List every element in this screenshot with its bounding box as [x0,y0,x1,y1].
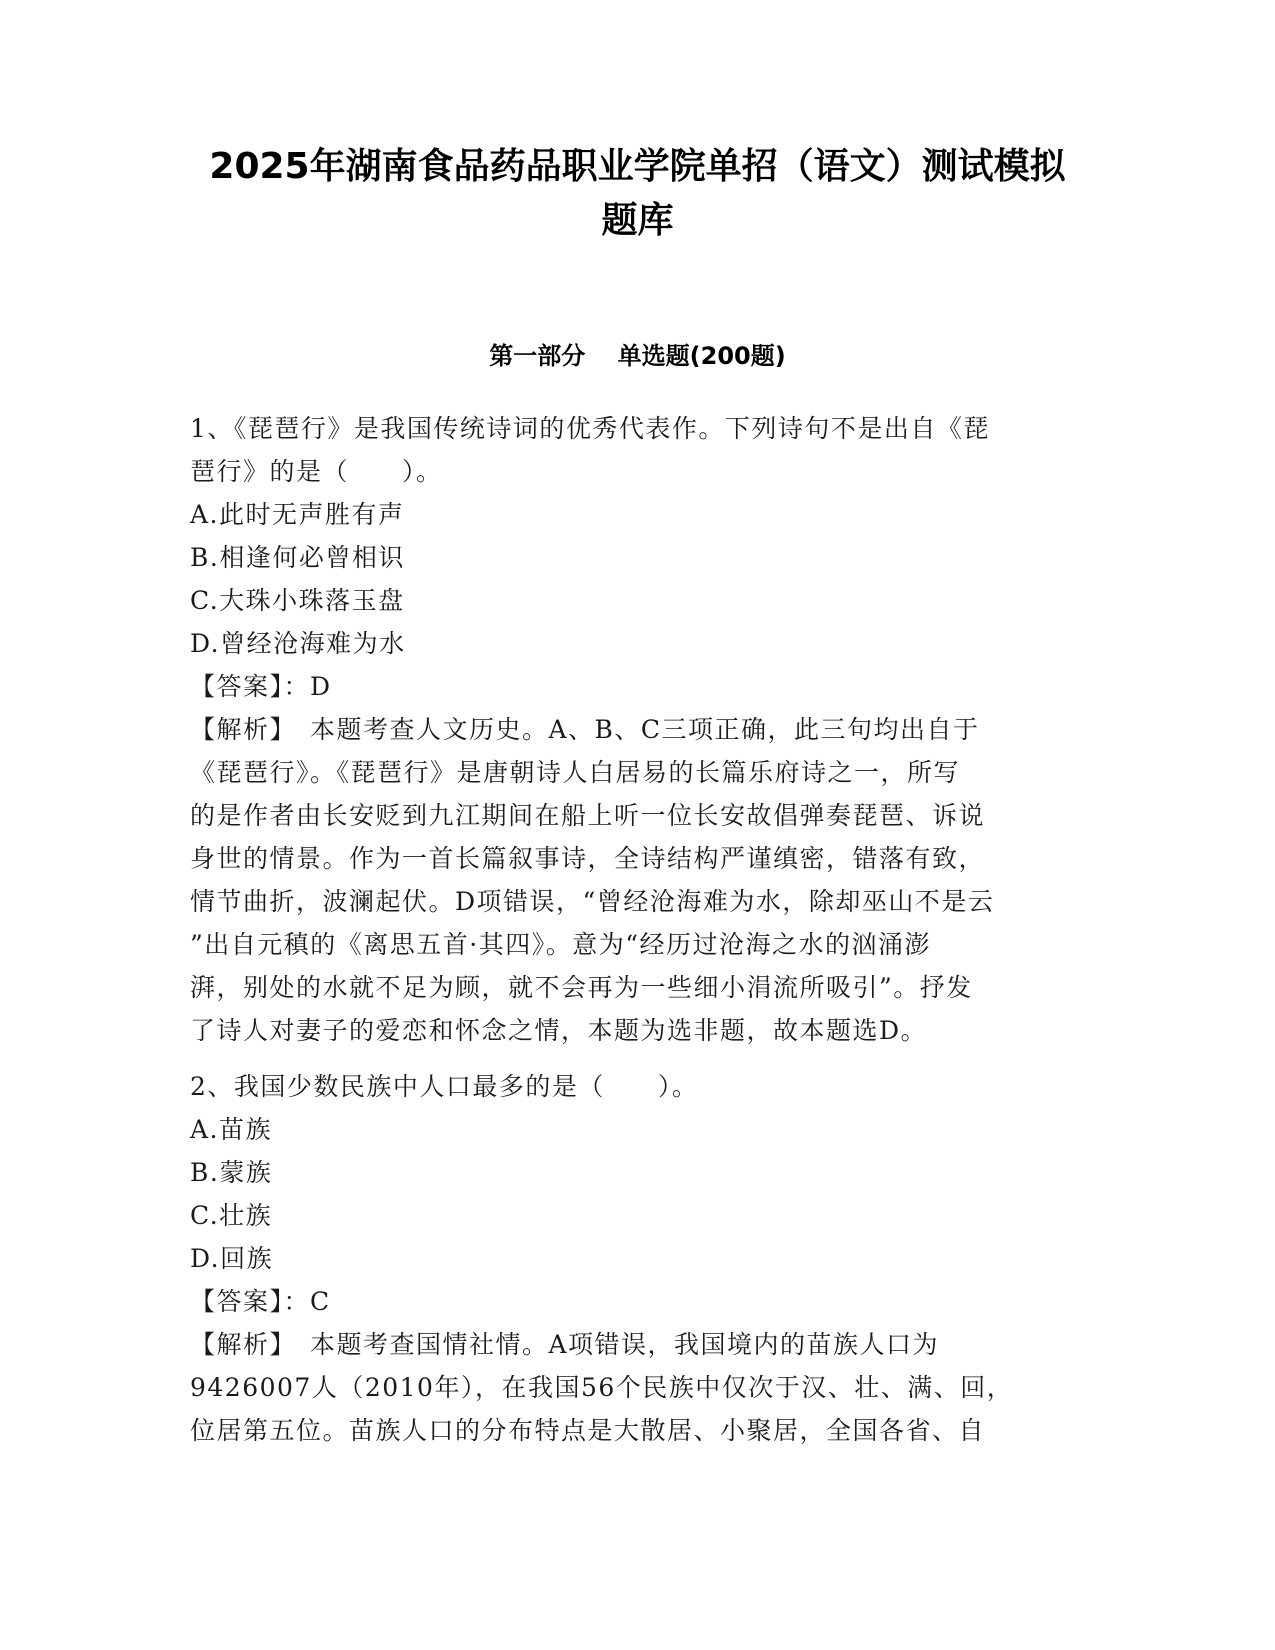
option-d: D.曾经沧海难为水 [190,629,406,658]
option-d: D.回族 [190,1244,274,1273]
option-a: A.此时无声胜有声 [190,500,405,529]
question-1 [190,407,1082,1052]
answer: 【答案】：C [190,1287,331,1316]
analysis-line: 的是作者由长安贬到九江期间在船上听一位长安故倡弹奏琵琶、诉说 [190,801,986,830]
analysis-line: 【解析】 本题考查国情社情。A项错误，我国境内的苗族人口为 [190,1330,940,1359]
question-list [190,407,1082,1465]
analysis-line: 位居第五位。苗族人口的分布特点是大散居、小聚居，全国各省、自 [190,1416,986,1445]
option-b: B.相逢何必曾相识 [190,543,405,572]
option-c: C.壮族 [190,1201,273,1230]
option-b: B.蒙族 [190,1158,273,1187]
answer: 【答案】：D [190,672,332,701]
option-c: C.大珠小珠落玉盘 [190,586,405,615]
analysis-line: 湃，别处的水就不足为顾，就不会再为一些细小涓流所吸引”。抒发 [190,973,973,1002]
analysis-line: 9426007人（2010年），在我国56个民族中仅次于汉、壮、满、回， [190,1373,1014,1402]
section-heading: 第一部分 单选题(200题) [489,342,786,370]
analysis-line: 【解析】 本题考查人文历史。A、B、C三项正确，此三句均出自于 [190,715,980,744]
analysis-line: ”出自元稹的《离思五首·其四》。意为“经历过沧海之水的汹涌澎 [190,930,932,959]
question-stem: 1、《琵琶行》是我国传统诗词的优秀代表作。下列诗句不是出自《琵 [190,414,990,443]
title-line-1: 2025年湖南食品药品职业学院单招（语文）测试模拟 [209,146,1066,187]
question-stem: 2、我国少数民族中人口最多的是（ ）。 [190,1072,699,1101]
question-2 [190,1065,1082,1452]
title-line-2: 题库 [601,200,674,241]
analysis-line: 情节曲折，波澜起伏。D项错误，“曾经沧海难为水，除却巫山不是云 [190,887,995,916]
question-stem: 琶行》的是（ ）。 [190,457,443,486]
analysis-line: 了诗人对妻子的爱恋和怀念之情，本题为选非题，故本题选D。 [190,1016,928,1045]
analysis-line: 身世的情景。作为一首长篇叙事诗，全诗结构严谨缜密，错落有致， [190,844,986,873]
option-a: A.苗族 [190,1115,273,1144]
analysis-line: 《琵琶行》。《琵琶行》是唐朝诗人白居易的长篇乐府诗之一，所写 [190,758,961,787]
document-title [160,140,1115,248]
